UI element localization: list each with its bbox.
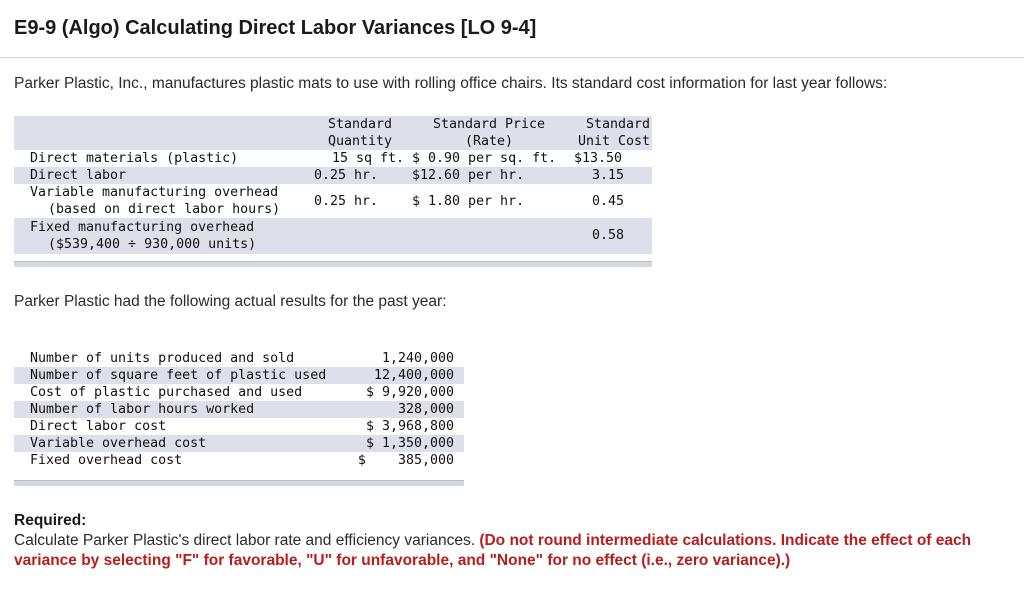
title-divider [0,57,1024,58]
table-row [14,167,652,184]
row-label: Direct labor cost [30,419,167,434]
row-unit-cost: 0.45 [591,194,624,209]
row-value: $ 9,920,000 [365,385,454,400]
required-heading: Required: [14,512,87,529]
row-label: Cost of plastic purchased and used [30,385,303,400]
row-label-continued: (based on direct labor hours) [48,202,281,217]
row-label: Variable manufacturing overhead [30,185,279,200]
actual-results-intro: Parker Plastic had the following actual results for the past year: [14,293,447,310]
table-bottom-border [14,261,652,267]
row-label: Number of labor hours worked [30,402,255,417]
table-row [14,418,464,435]
row-label: Number of square feet of plastic used [30,368,327,383]
table-row [14,435,464,452]
row-label: Variable overhead cost [30,436,207,451]
table-row [14,384,464,401]
required-instructions [14,531,1014,571]
header-quantity-line1: Standard [327,117,393,132]
row-price: $ 1.80 per hr. [412,194,525,209]
row-unit-cost: $13.50 [574,151,623,166]
row-value: 328,000 [397,402,454,417]
table-row [14,452,464,469]
header-unit-cost-line1: Standard [585,117,650,132]
intro-text: Parker Plastic, Inc., manufactures plastic mats to use with rolling office chairs. Its standard cost information for last year follows: [14,75,888,92]
table-row [14,184,652,218]
row-value: $ 385,000 [357,453,454,468]
table-row [14,350,464,367]
table-bottom-border [14,480,464,486]
header-price-line1: Standard Price [432,117,546,132]
header-quantity-line2: Quantity [327,134,393,149]
header-price-line2: (Rate) [464,134,514,149]
row-label: Fixed overhead cost [30,453,183,468]
row-label: Direct labor [30,168,127,183]
row-label-continued: ($539,400 ÷ 930,000 units) [48,237,257,252]
row-value: 1,240,000 [381,351,454,366]
table-row [14,367,464,384]
row-quantity: 15 sq ft. [331,151,404,166]
required-text: Calculate Parker Plastic's direct labor rate and efficiency variances. [14,532,480,549]
row-value: $ 3,968,800 [365,419,454,434]
required-emphasis: (Do not round intermediate calculations. Indicate the effect of each variance by selecting "F" for favorable, "U" for unfavorable, and "None" for no effect (i.e., zero variance).) [14,532,972,569]
table-row [14,150,652,167]
page-title: E9-9 (Algo) Calculating Direct Labor Variances [LO 9-4] [14,17,537,39]
row-unit-cost: 0.58 [591,228,624,243]
row-quantity: 0.25 hr. [314,168,379,183]
row-quantity: 0.25 hr. [314,194,379,209]
row-label: Number of units produced and sold [30,351,295,366]
header-unit-cost-line2: Unit Cost [577,134,650,149]
table-row [14,218,652,254]
table-row [14,401,464,418]
row-price: $12.60 per hr. [412,168,525,183]
row-label: Fixed manufacturing overhead [30,220,255,235]
row-unit-cost: 3.15 [591,168,624,183]
actual-results-table [14,350,464,486]
row-value: $ 1,350,000 [365,436,454,451]
row-price: $ 0.90 per sq. ft. [412,151,557,166]
standard-cost-table [14,116,652,267]
row-label: Direct materials (plastic) [30,151,239,166]
row-value: 12,400,000 [373,368,454,383]
